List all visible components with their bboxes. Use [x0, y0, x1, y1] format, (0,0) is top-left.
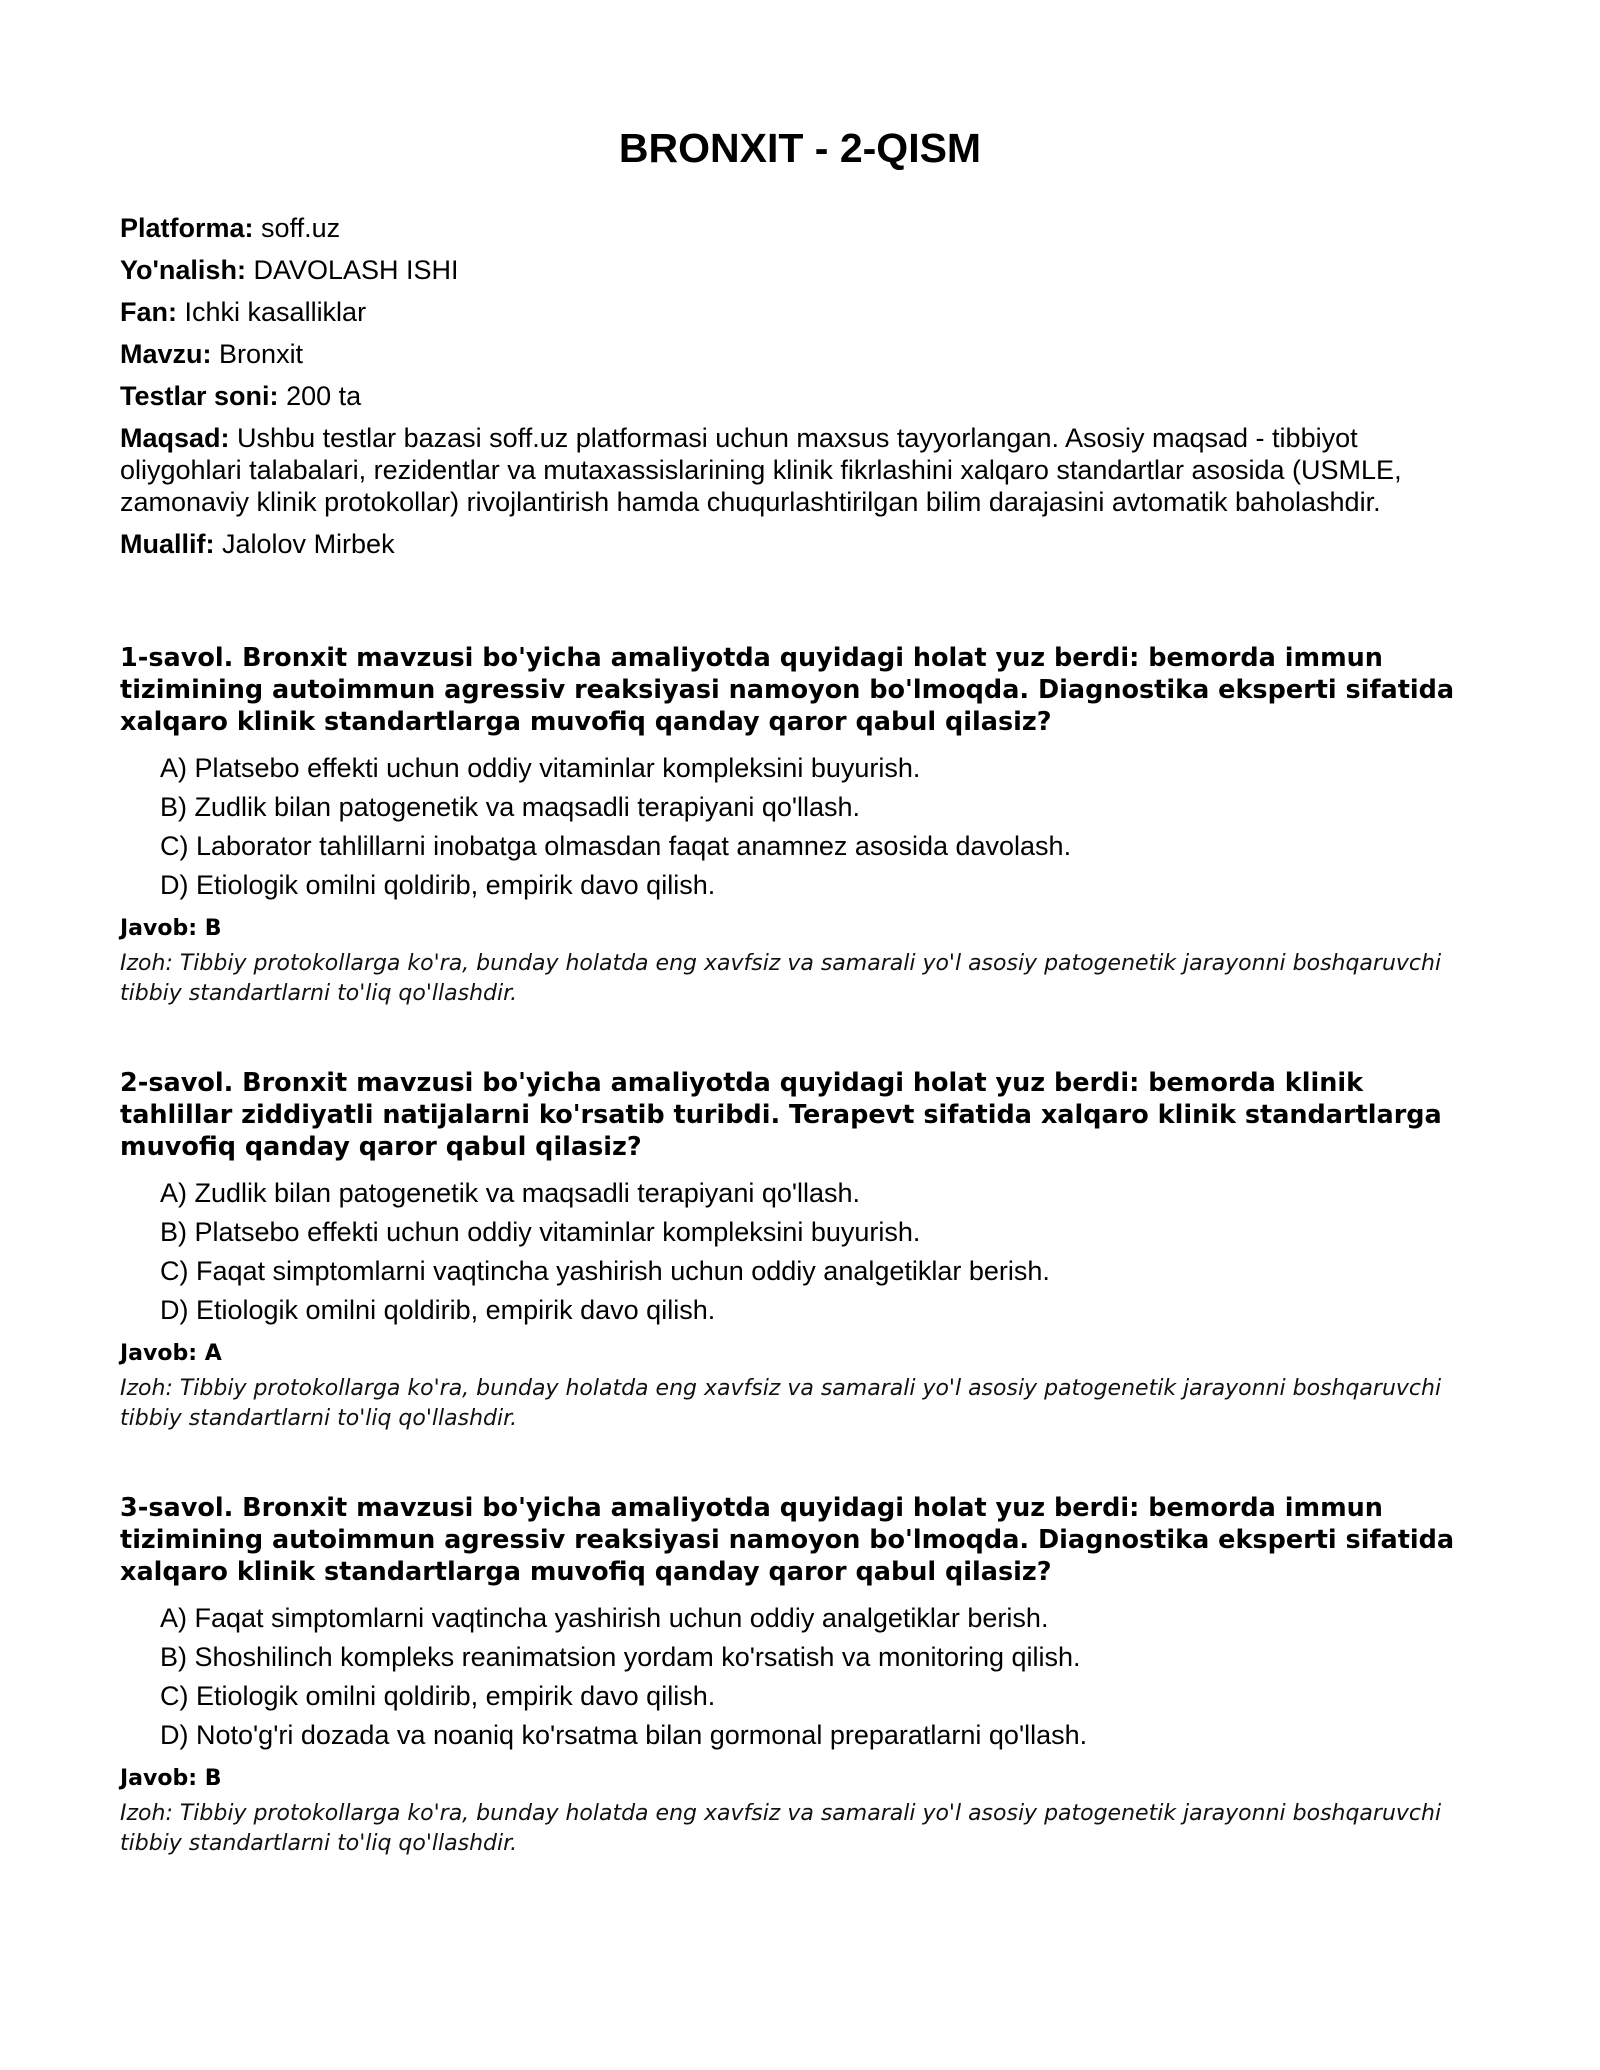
meta-value: Jalolov Mirbek — [222, 529, 395, 559]
document-page — [120, 120, 1480, 1917]
answer-line — [120, 915, 1480, 943]
meta-yonalish — [120, 254, 1480, 286]
answer-value: B — [204, 916, 222, 941]
answer-value: A — [204, 1341, 222, 1366]
meta-key: Fan: — [120, 297, 177, 327]
option-d: D) Etiologik omilni qoldirib, empirik davo qilish. — [160, 870, 716, 900]
meta-testlar-soni — [120, 380, 1480, 412]
meta-section — [120, 212, 1480, 560]
option-a: A) Zudlik bilan patogenetik va maqsadli terapiyani qo'llash. — [160, 1178, 861, 1208]
meta-platforma — [120, 212, 1480, 244]
meta-key: Yo'nalish: — [120, 255, 246, 285]
option-list — [120, 752, 1480, 901]
question-1 — [120, 642, 1480, 1009]
answer-line — [120, 1340, 1480, 1368]
option-b: B) Shoshilinch kompleks reanimatsion yordam ko'rsatish va monitoring qilish. — [160, 1642, 1081, 1672]
meta-muallif — [120, 528, 1480, 560]
meta-value: soff.uz — [261, 213, 341, 243]
answer-label: Javob: — [120, 916, 198, 941]
question-text: 2-savol. Bronxit mavzusi bo'yicha amaliyotda quyidagi holat yuz berdi: bemorda klinik tahlillar ziddiyatli natijalarni ko'rsatib turibdi. Terapevt sifatida xalqaro klinik standartlarga muvofiq qanday qaror qabul qilasiz? — [120, 1068, 1442, 1162]
question-text: 3-savol. Bronxit mavzusi bo'yicha amaliyotda quyidagi holat yuz berdi: bemorda immun tizimining autoimmun agressiv reaksiyasi namoyon bo'lmoqda. Diagnostika eksperti sifatida xalqaro klinik standartlarga muvofiq qanday qaror qabul qilasiz? — [120, 1493, 1455, 1587]
answer-value: B — [204, 1766, 222, 1791]
meta-key: Mavzu: — [120, 339, 212, 369]
meta-value: Ushbu testlar bazasi soff.uz platformasi uchun maxsus tayyorlangan. Asosiy maqsad - tibbiyot oliygohlari talabalari, rezidentlar va mutaxassislarining klinik fikrlashini xalqaro standartlar asosida (USMLE, zamonaviy klinik protokollar) rivojlantirish hamda chuqurlashtirilgan bilim darajasini avtomatik baholashdir. — [120, 423, 1402, 517]
explanation: Izoh: Tibbiy protokollarga ko'ra, bunday holatda eng xavfsiz va samarali yo'l asosiy patogenetik jarayonni boshqaruvchi tibbiy standartlarni to'liq qo'llashdir. — [120, 1376, 1442, 1431]
option-c: C) Etiologik omilni qoldirib, empirik davo qilish. — [160, 1681, 716, 1711]
option-d: D) Noto'g'ri dozada va noaniq ko'rsatma bilan gormonal preparatlarni qo'llash. — [160, 1720, 1088, 1750]
answer-label: Javob: — [120, 1341, 198, 1366]
option-b: B) Zudlik bilan patogenetik va maqsadli terapiyani qo'llash. — [160, 792, 861, 822]
option-c: C) Laborator tahlillarni inobatga olmasdan faqat anamnez asosida davolash. — [160, 831, 1072, 861]
option-a: A) Platsebo effekti uchun oddiy vitaminlar kompleksini buyurish. — [160, 753, 921, 783]
option-c: C) Faqat simptomlarni vaqtincha yashirish uchun oddiy analgetiklar berish. — [160, 1256, 1050, 1286]
answer-label: Javob: — [120, 1766, 198, 1791]
meta-key: Testlar soni: — [120, 381, 279, 411]
meta-value: Ichki kasalliklar — [184, 297, 367, 327]
explanation: Izoh: Tibbiy protokollarga ko'ra, bunday holatda eng xavfsiz va samarali yo'l asosiy patogenetik jarayonni boshqaruvchi tibbiy standartlarni to'liq qo'llashdir. — [120, 1801, 1442, 1856]
meta-fan — [120, 296, 1480, 328]
meta-key: Platforma: — [120, 213, 254, 243]
explanation: Izoh: Tibbiy protokollarga ko'ra, bunday holatda eng xavfsiz va samarali yo'l asosiy patogenetik jarayonni boshqaruvchi tibbiy standartlarni to'liq qo'llashdir. — [120, 951, 1442, 1006]
option-a: A) Faqat simptomlarni vaqtincha yashirish uchun oddiy analgetiklar berish. — [160, 1603, 1049, 1633]
meta-maqsad — [120, 422, 1480, 518]
meta-value: 200 ta — [286, 381, 362, 411]
option-list — [120, 1177, 1480, 1326]
meta-value: DAVOLASH ISHI — [253, 255, 459, 285]
meta-key: Muallif: — [120, 529, 215, 559]
document-title: BRONXIT - 2-QISM — [618, 125, 982, 171]
answer-line — [120, 1765, 1480, 1793]
meta-key: Maqsad: — [120, 423, 230, 453]
question-3 — [120, 1492, 1480, 1859]
option-b: B) Platsebo effekti uchun oddiy vitaminlar kompleksini buyurish. — [160, 1217, 921, 1247]
option-list — [120, 1602, 1480, 1751]
option-d: D) Etiologik omilni qoldirib, empirik davo qilish. — [160, 1295, 716, 1325]
question-text: 1-savol. Bronxit mavzusi bo'yicha amaliyotda quyidagi holat yuz berdi: bemorda immun tizimining autoimmun agressiv reaksiyasi namoyon bo'lmoqda. Diagnostika eksperti sifatida xalqaro klinik standartlarga muvofiq qanday qaror qabul qilasiz? — [120, 643, 1455, 737]
meta-mavzu — [120, 338, 1480, 370]
meta-value: Bronxit — [219, 339, 304, 369]
section-spacer — [120, 570, 1480, 642]
question-2 — [120, 1067, 1480, 1434]
